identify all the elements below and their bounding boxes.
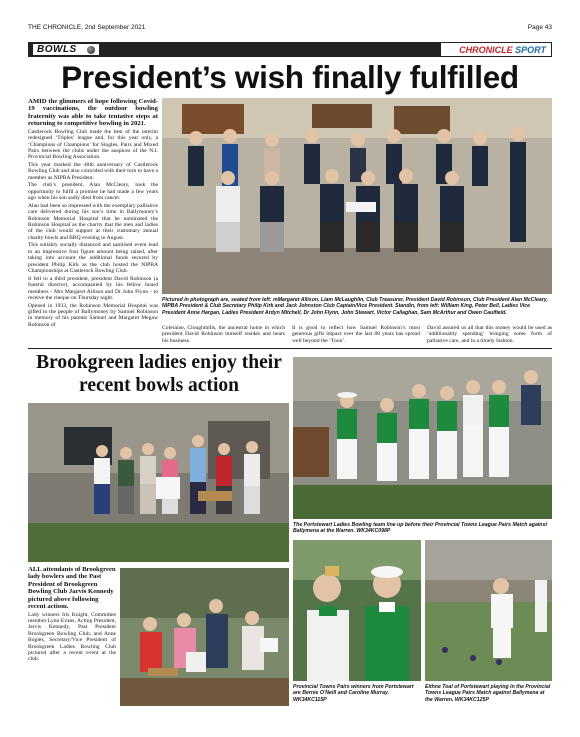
story1-para: Alan had been so impressed with the exemplary palliative care delivered during his son’s time in Ballymoney’s Robinson Memorial Hospital that he nominated the Robinson Hospital as the charity that the men and ladies of the club would support at their customary annual charity bowls and BBQ evening in August. xyxy=(28,202,158,241)
section-bar xyxy=(28,42,552,57)
brand-sport: SPORT xyxy=(515,45,546,55)
bowls-section-logo xyxy=(32,43,100,56)
portstewart-player-photo xyxy=(425,540,552,681)
portstewart-pair-caption: Provincial Towns Pairs winners from Portstewart are Bernie O’Neill and Caroline Murray. WK34KC115P xyxy=(293,684,414,703)
folio-page-number: Page 43 xyxy=(527,24,552,31)
portstewart-team-caption: The Portstewart Ladies Bowling team line up before their Provincial Towns League Pairs Match against Ballymena at the Warren. WK34KC098P xyxy=(293,522,548,535)
story1-para: It fell to a third president, president David Robinson (a funeral director), accompanied by his fellow board members - Mrs Margaret Allison and Dr John Flynn - to receive the cheque on Thursday night. xyxy=(28,275,158,301)
folio-publication: THE CHRONICLE, 2nd September 2021 xyxy=(28,24,146,31)
story1-lead: AMID the glimmers of hope following Covid-19 vaccinations, the outdoor bowling fraternity was able to take tentative steps at returning to competitive bowling in 2021. xyxy=(28,98,158,128)
brand-chronicle: CHRONICLE xyxy=(459,45,513,55)
story1-para: Opened in 1933, the Robinson Memorial Hospital was gifted to the people of Ballymoney by Samuel Robinson in memory of his parents Samuel and Margaret Megaw Robinson of xyxy=(28,302,158,328)
story1-column-1 xyxy=(28,98,158,348)
bowl-ball-icon xyxy=(87,46,95,54)
chronicle-sport-brand xyxy=(440,42,552,57)
story1-para: This suitably socially distanced and sanitised event lead to an impressive four figure amount being raised, after taking into account the additional funds secured by president Philip Kirk as the club hosted the NIPBA Championships at Castlerock Bowling Club. xyxy=(28,242,158,275)
story1-para: The club’s president, Alan McCleary, took the opportunity to fulfil a promise he had made a few years ago when his son sadly died from cancer. xyxy=(28,182,158,202)
story1-group-photo xyxy=(162,98,552,294)
brookgreen-ladies-photo xyxy=(28,403,289,562)
portstewart-player-caption: Eithne Toal of Portstewart playing in the Provincial Towns League Pairs Match against Ballymena at the Warren. WK34KC125P xyxy=(425,684,551,703)
story2-headline: Brookgreen ladies enjoy their recent bowls action xyxy=(36,352,282,396)
story1-para: Castlerock Bowling Club made the best of the interim redesigned ‘Triples’ league and, for this year only, a ‘Champions of Champions’ for Singles, Pairs and Mixed Pairs between the clubs under the auspices of the N.I. Provincial Bowling Association. xyxy=(28,128,158,161)
folio-line xyxy=(28,22,552,34)
story1-photo-caption: Pictured in photograph are, seated from left: mMargaret Allison, Liam McLaughlin, Club Treasurer, President David Robinson, Club President Alan McCleary, NIPBA President & Club Secretary Philip Kirk and Jack Johnston Club Captain/Vice President. Standin, from left: William King, Peter Bell, Ladies Vice President Anne Hargan, Ladies President Ardyn Mitchell, Dr John Flynn, John Stewart, Victor Callaghan, Sam McArthur and Owen Caulfield. xyxy=(162,297,548,316)
story2-body: Lady winners Iris Knight, Committee member Lynn Evans, Acting President, Jarvis Kennedy, Past President Brookgreen Bowling Club, and Anne Bogles, Secretary/Vice President of Brookgreen Ladies Bowling Club pictured after a recent event at the club. xyxy=(28,611,116,663)
story1-column-2: Coleraine, Cloughmills, the ancestral home in which president David Robinson himself resides and bears his business. xyxy=(162,325,285,344)
story-divider xyxy=(28,348,552,349)
portstewart-team-photo xyxy=(293,357,552,519)
story1-column-4: David assured us all that this money would be used as ‘additionality spending’ bringing some form of palliative care, and in a timely fashion. xyxy=(427,325,552,344)
story2-column xyxy=(28,566,116,664)
portstewart-pair-photo xyxy=(293,540,421,681)
story1-headline: President’s wish finally fulfilled xyxy=(61,59,519,95)
story2-lead: ALL attendants of Brookgreen lady bowlers and the Past President of Brookgreen Bowling Club Jarvis Kennedy pictured above following recent actiom. xyxy=(28,566,116,611)
brookgreen-winners-photo xyxy=(120,568,289,706)
bowls-section-label: BOWLS xyxy=(37,44,77,55)
story1-para: This year marked the 40th anniversary of Castlerock Bowling Club and also coincided with their turn to have a member as NIPBA President. xyxy=(28,162,158,181)
story1-column-3: It is good to reflect how Samuel Robinson’s most generous gifts impact over the last 88 years has spread well beyond the ‘Toon’. xyxy=(292,325,420,344)
